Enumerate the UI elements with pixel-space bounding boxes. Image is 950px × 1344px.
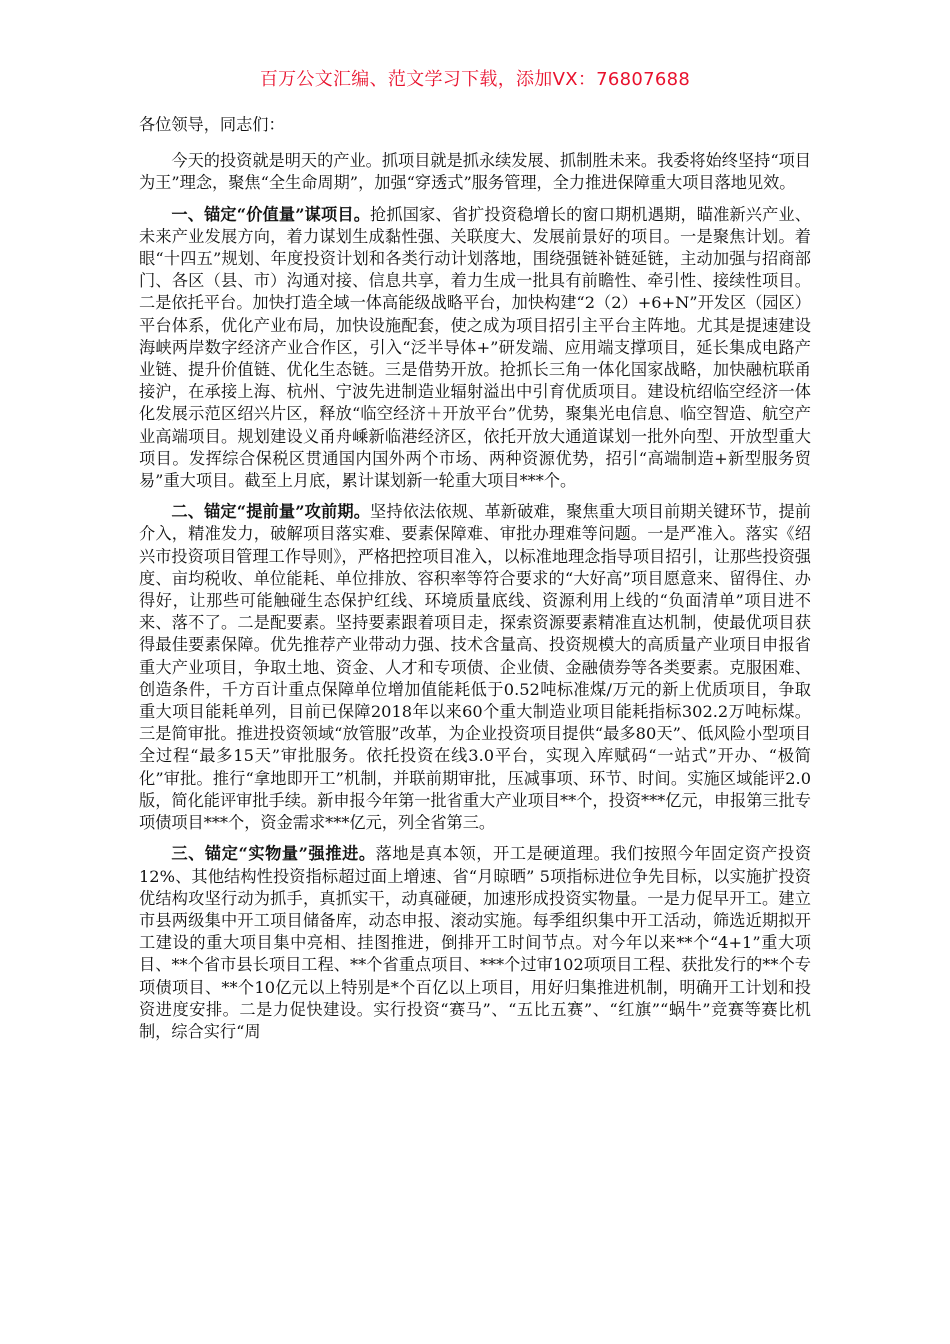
section-paragraph: [139, 501, 811, 834]
section-body: 坚持依法依规、革新破难，聚焦重大项目前期关键环节，提前介入，精准发力，破解项目落实难、要素保障难、审批办理难等问题。一是严准入。落实《绍兴市投资项目管理工作导则》，严格把控项目准入，以标准地理念指导项目招引，让那些投资强度、亩均税收、单位能耗、单位排放、容积率等符合要求的“大好高”项目愿意来、留得住、办得好，让那些可能触碰生态保护红线、环境质量底线、资源利用上线的“负面清单”项目进不来、落不了。二是配要素。坚持要素跟着项目走，探索资源要素精准直达机制，使最优项目获得最佳要素保障。优先推荐产业带动力强、技术含量高、投资规模大的高质量产业项目申报省重大产业项目，争取土地、资金、人才和专项债、企业债、金融债券等各类要素。克服困难、创造条件，千方百计重点保障单位增加值能耗低于0.52吨标准煤/万元的新上优质项目，争取重大项目能耗单列，目前已保障2018年以来60个重大制造业项目能耗指标302.2万吨标煤。三是简审批。推进投资领域“放管服”改革，为企业投资项目提供“最多80天”、低风险小型项目全过程“最多15天”审批服务。依托投资在线3.0平台，实现入库赋码“一站式”开办、“极简化”审批。推行“拿地即开工”机制，并联前期审批，压减事项、环节、时间。实施区域能评2.0版，简化能评审批手续。新申报今年第一批省重大产业项目**个，投资***亿元，申报第三批专项债项目***个，资金需求***亿元，列全省第三。: [139, 502, 811, 833]
section-body: 落地是真本领，开工是硬道理。我们按照今年固定资产投资12%、其他结构性投资指标超过面上增速、省“月晾晒” 5项指标进位争先目标，以实施扩投资优结构攻坚行动为抓手，真抓实干，动真碰硬，加速形成投资实物量。一是力促早开工。建立市县两级集中开工项目储备库，动态申报、滚动实施。每季组织集中开工活动，筛选近期拟开工建设的重大项目集中亮相、挂图推进，倒排开工时间节点。对今年以来**个“4+1”重大项目、**个省市县长项目工程、**个省重点项目、***个过审102项项目工程、获批发行的**个专项债项目、**个10亿元以上特别是*个百亿以上项目，用好归集推进机制，明确开工计划和投资进度安排。二是力促快建设。实行投资“赛马”、“五比五赛”、“红旗”“蜗牛”竞赛等赛比机制，综合实行“周: [139, 844, 812, 1041]
section-heading: 三、锚定“实物量”强推进。: [171, 844, 376, 864]
greeting: 各位领导，同志们：: [139, 115, 285, 134]
section-body: 抢抓国家、省扩投资稳增长的窗口期机遇期，瞄准新兴产业、未来产业发展方向，着力谋划生成黏性强、关联度大、发展前景好的项目。一是聚焦计划。着眼“十四五”规划、年度投资计划和各类行动计划落地，围绕强链补链延链，主动加强与招商部门、各区（县、市）沟通对接、信息共享，着力生成一批具有前瞻性、牵引性、接续性项目。二是依托平台。加快打造全域一体高能级战略平台，加快构建“2（2）+6+N”开发区（园区）平台体系，优化产业布局，加快设施配套，使之成为项目招引主平台主阵地。尤其是提速建设海峡两岸数字经济产业合作区，引入“泛半导体+”研发端、应用端支撑项目，延长集成电路产业链、提升价值链、优化生态链。三是借势开放。抢抓长三角一体化国家战略，加快融杭联甬接沪，在承接上海、杭州、宁波先进制造业辐射溢出中引育优质项目。建设杭绍临空经济一体化发展示范区绍兴片区，释放“临空经济＋开放平台”优势，聚集光电信息、临空智造、航空产业高端项目。规划建设义甬舟嵊新临港经济区，依托开放大通道谋划一批外向型、开放型重大项目。发挥综合保税区贯通国内国外两个市场、两种资源优势，招引“高端制造+新型服务贸易”重大项目。截至上月底，累计谋划新一轮重大项目***个。: [139, 204, 811, 491]
section-heading: 二、锚定“提前量”攻前期。: [171, 502, 371, 522]
intro-paragraph: 今天的投资就是明天的产业。抓项目就是抓永续发展、抓制胜未来。我委将始终坚持“项目为王”理念，聚焦“全生命周期”，加强“穿透式”服务管理，全力推进保障重大项目落地见效。: [139, 151, 811, 193]
section-heading: 一、锚定“价值量”谋项目。: [171, 204, 371, 224]
section-paragraph: [139, 204, 811, 493]
document-body: [139, 114, 811, 1052]
section-paragraph: [139, 843, 811, 1043]
watermark-header: 百万公文汇编、范文学习下载，添加VX：76807688: [259, 69, 691, 90]
